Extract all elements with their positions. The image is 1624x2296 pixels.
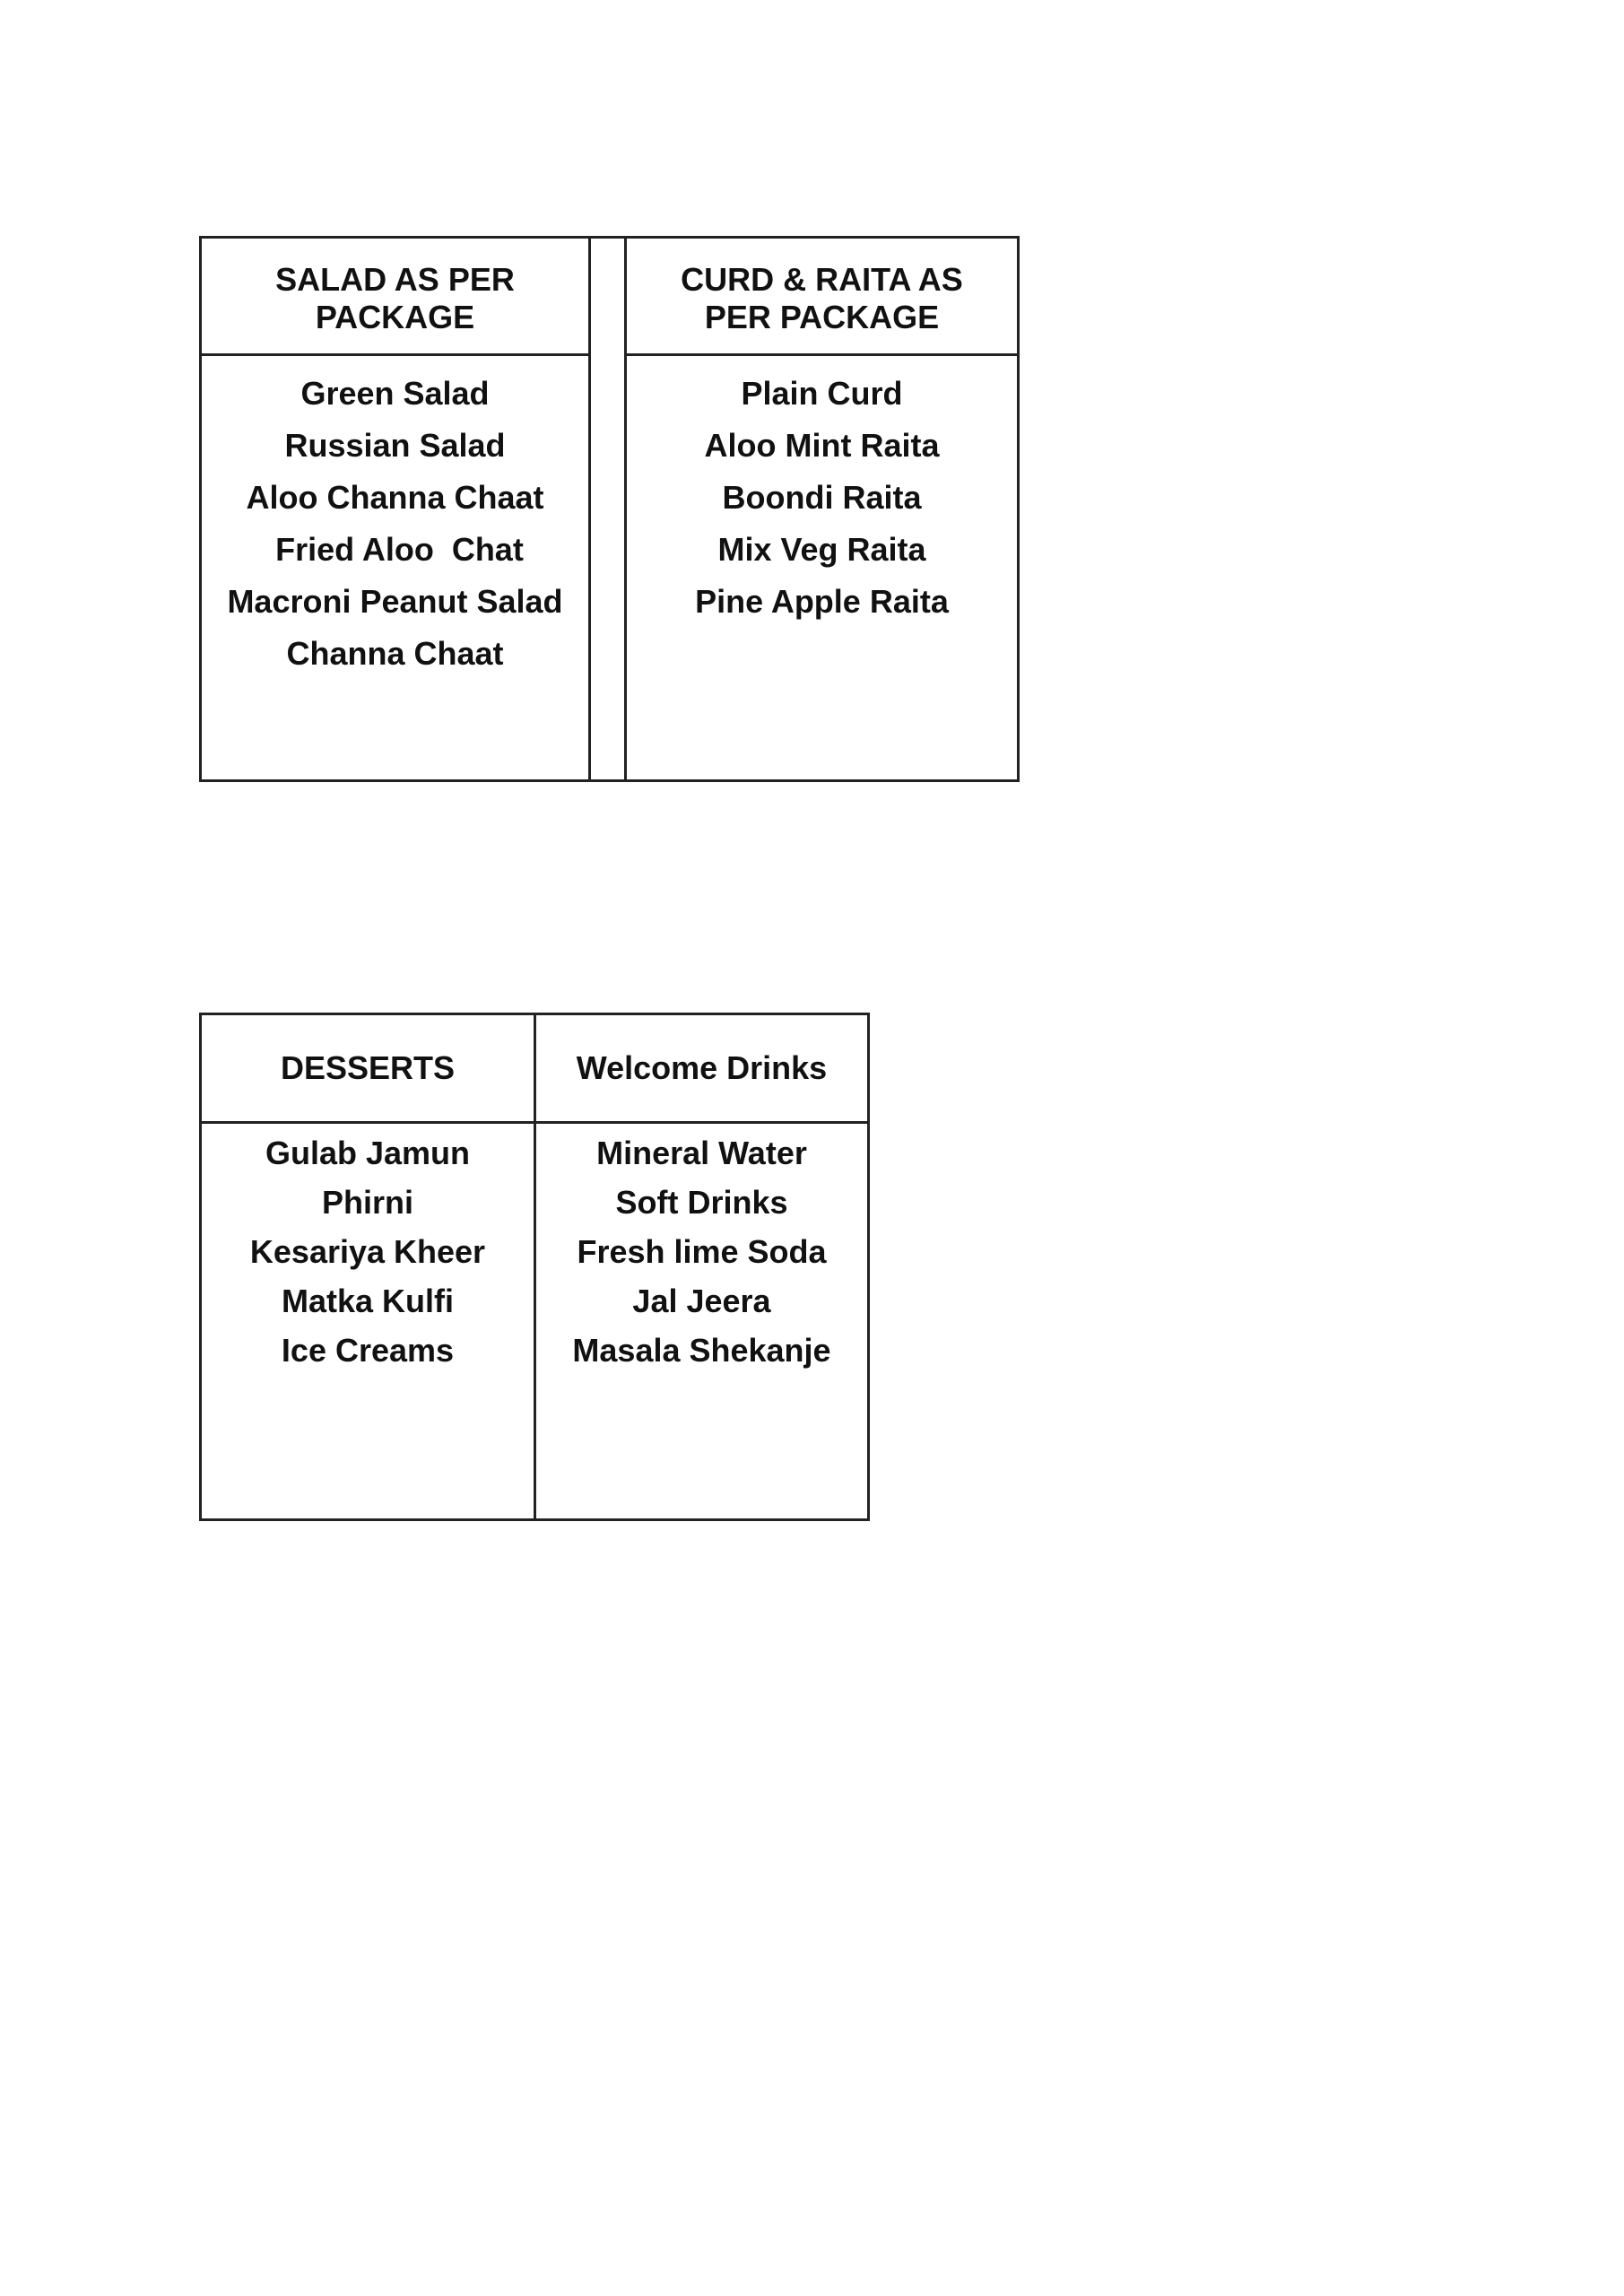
desserts-drinks-header-row <box>201 1014 869 1123</box>
desserts-drinks-body-row <box>201 1123 869 1520</box>
list-item: Mix Veg Raita <box>717 531 926 568</box>
list-item: Matka Kulfi <box>281 1283 455 1319</box>
list-item: Masala Shekanje <box>572 1332 831 1369</box>
list-item: Kesariya Kheer <box>249 1233 486 1270</box>
list-item: Mineral Water <box>596 1135 807 1171</box>
list-item: Jal Jeera <box>632 1283 771 1319</box>
curd-raita-header-cell <box>626 238 1019 355</box>
welcome-drinks-items-cell <box>535 1123 869 1520</box>
curd-raita-list <box>627 356 1017 628</box>
list-item: Macroni Peanut Salad <box>227 583 563 620</box>
list-item: Phirni <box>321 1184 413 1221</box>
curd-raita-heading: CURD & RAITA AS PER PACKAGE <box>681 261 963 335</box>
curd-raita-items-cell <box>626 355 1019 781</box>
list-item: Aloo Channa Chaat <box>246 479 544 516</box>
list-item: Fried Aloo Chat <box>266 531 524 568</box>
list-item: Aloo Mint Raita <box>704 427 940 464</box>
salad-curd-header-row <box>201 238 1019 355</box>
list-item: Plain Curd <box>741 375 903 412</box>
salad-curd-table <box>199 236 1020 782</box>
list-item: Channa Chaat <box>286 635 504 672</box>
welcome-drinks-list <box>536 1124 867 1375</box>
list-item: Russian Salad <box>284 427 506 464</box>
list-item: Soft Drinks <box>615 1184 788 1221</box>
list-item: Gulab Jamun <box>265 1135 471 1171</box>
salad-items-cell <box>201 355 590 781</box>
list-item: Green Salad <box>300 375 490 412</box>
desserts-drinks-table <box>199 1013 870 1521</box>
salad-list <box>202 356 588 680</box>
desserts-header-cell <box>201 1014 535 1123</box>
list-item: Fresh lime Soda <box>577 1233 827 1270</box>
welcome-drinks-heading: Welcome Drinks <box>576 1049 828 1086</box>
desserts-items-cell <box>201 1123 535 1520</box>
list-item: Ice Creams <box>281 1332 455 1369</box>
desserts-list <box>202 1124 534 1375</box>
welcome-drinks-header-cell <box>535 1014 869 1123</box>
spacer-column <box>590 238 626 781</box>
salad-heading: SALAD AS PER PACKAGE <box>275 261 515 335</box>
list-item: Boondi Raita <box>722 479 922 516</box>
desserts-heading: DESSERTS <box>280 1049 456 1086</box>
salad-header-cell <box>201 238 590 355</box>
list-item: Pine Apple Raita <box>695 583 949 620</box>
